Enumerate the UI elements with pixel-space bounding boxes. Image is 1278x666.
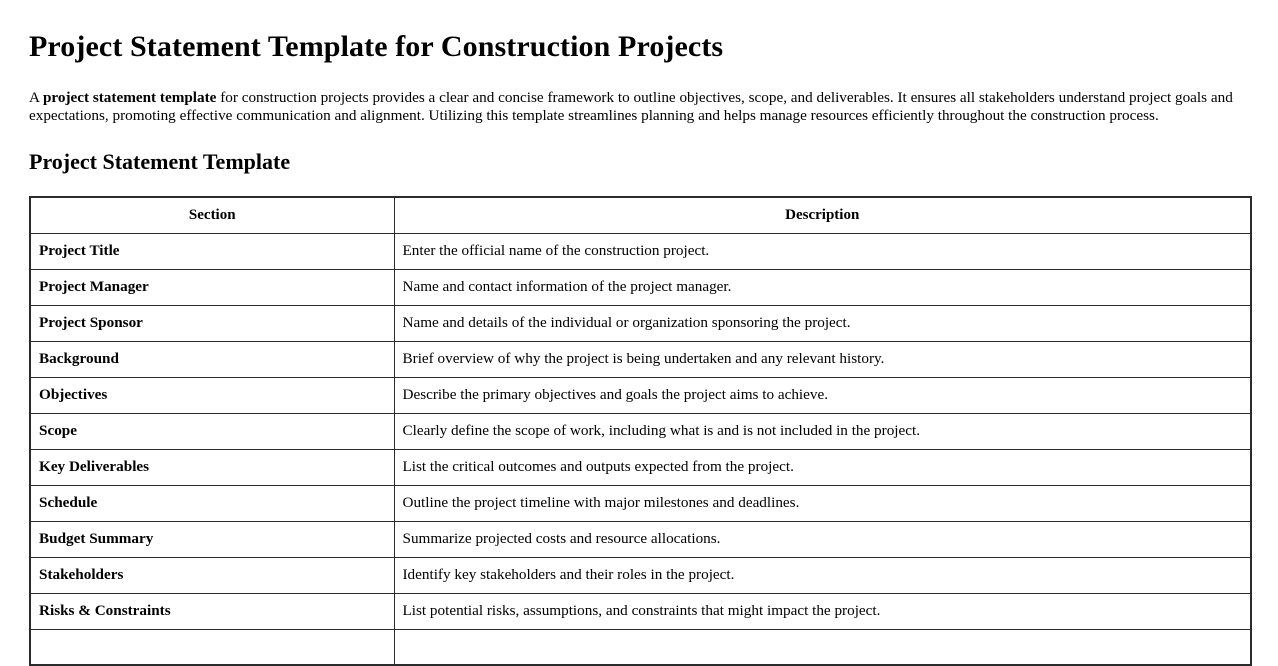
cell-section: Key Deliverables [30,449,394,485]
cell-description: Brief overview of why the project is being undertaken and any relevant history. [394,341,1251,377]
table-row [30,377,1251,413]
project-statement-template-table [29,196,1252,666]
section-heading: Project Statement Template [29,148,291,174]
cell-description: Outline the project timeline with major milestones and deadlines. [394,485,1251,521]
table-row [30,593,1251,629]
cell-section [30,629,394,665]
table-row [30,341,1251,377]
cell-section: Project Sponsor [30,305,394,341]
table-row [30,629,1251,665]
cell-description: Enter the official name of the construction project. [394,233,1251,269]
cell-section: Project Manager [30,269,394,305]
intro-lead-text: A [29,88,43,106]
page-title: Project Statement Template for Construction Projects [29,30,724,63]
table-row [30,269,1251,305]
cell-section: Risks & Constraints [30,593,394,629]
intro-rest-text: for construction projects provides a clear and concise framework to outline objectives, scope, and deliverables. It ensures all stakeholders understand project goals and expectations, promoting effective communication and alignment. Utilizing this template streamlines planning and helps manage resources efficiently throughout the construction process. [29,88,1233,125]
intro-paragraph [29,65,1249,126]
cell-section: Stakeholders [30,557,394,593]
cell-section: Project Title [30,233,394,269]
table-row [30,413,1251,449]
cell-description: Identify key stakeholders and their roles in the project. [394,557,1251,593]
table-body [30,233,1251,665]
table-row [30,485,1251,521]
cell-description: List the critical outcomes and outputs expected from the project. [394,449,1251,485]
table-row [30,305,1251,341]
table-row [30,521,1251,557]
intro-bold-term: project statement template [42,88,217,106]
cell-section: Objectives [30,377,394,413]
cell-description [394,629,1251,665]
cell-section: Budget Summary [30,521,394,557]
cell-section: Scope [30,413,394,449]
cell-section: Schedule [30,485,394,521]
table-header-row [30,197,1251,233]
column-header-section: Section [30,197,394,233]
cell-description: Name and contact information of the project manager. [394,269,1251,305]
table-row [30,233,1251,269]
cell-section: Background [30,341,394,377]
table-row [30,557,1251,593]
cell-description: Clearly define the scope of work, including what is and is not included in the project. [394,413,1251,449]
cell-description: Describe the primary objectives and goals the project aims to achieve. [394,377,1251,413]
table-row [30,449,1251,485]
cell-description: Summarize projected costs and resource allocations. [394,521,1251,557]
column-header-description: Description [394,197,1251,233]
cell-description: Name and details of the individual or organization sponsoring the project. [394,305,1251,341]
table-head [30,197,1251,233]
cell-description: List potential risks, assumptions, and constraints that might impact the project. [394,593,1251,629]
